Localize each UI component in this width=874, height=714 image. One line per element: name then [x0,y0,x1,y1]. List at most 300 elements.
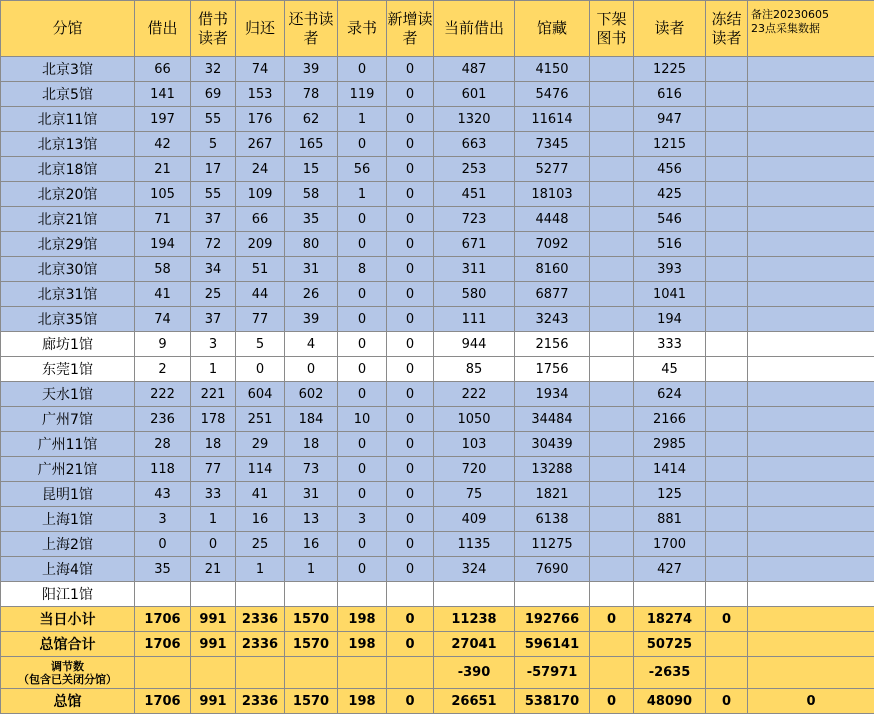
data-cell[interactable]: 18 [191,432,236,457]
data-cell[interactable] [748,332,874,357]
data-cell[interactable] [590,157,634,182]
data-cell[interactable]: 427 [634,557,706,582]
data-cell[interactable]: 0 [338,307,387,332]
summary-cell[interactable]: 0 [387,689,434,714]
summary-cell[interactable] [285,657,338,689]
data-cell[interactable]: 0 [387,457,434,482]
data-cell[interactable] [590,432,634,457]
data-cell[interactable]: 1821 [515,482,590,507]
data-cell[interactable] [590,357,634,382]
data-cell[interactable] [590,107,634,132]
data-cell[interactable]: 111 [434,307,515,332]
header-frozen-readers[interactable]: 冻结读者 [706,1,748,57]
data-cell[interactable]: 221 [191,382,236,407]
summary-cell[interactable]: 1706 [135,632,191,657]
summary-cell[interactable]: 2336 [236,689,285,714]
data-cell[interactable]: 0 [338,382,387,407]
summary-cell[interactable] [706,657,748,689]
data-cell[interactable] [706,532,748,557]
data-cell[interactable] [748,582,874,607]
data-cell[interactable] [706,332,748,357]
data-cell[interactable]: 2166 [634,407,706,432]
data-cell[interactable]: 71 [135,207,191,232]
data-cell[interactable]: 881 [634,507,706,532]
data-cell[interactable]: 176 [236,107,285,132]
data-cell[interactable]: 18103 [515,182,590,207]
data-cell[interactable]: 0 [387,207,434,232]
data-cell[interactable]: 0 [387,282,434,307]
data-cell[interactable]: 425 [634,182,706,207]
data-cell[interactable]: 125 [634,482,706,507]
summary-cell[interactable] [748,657,874,689]
data-cell[interactable]: 4448 [515,207,590,232]
data-cell[interactable] [590,382,634,407]
data-cell[interactable] [748,432,874,457]
data-cell[interactable] [590,407,634,432]
branch-name-cell[interactable]: 广州21馆 [1,457,135,482]
summary-cell[interactable]: 596141 [515,632,590,657]
data-cell[interactable]: 2985 [634,432,706,457]
data-cell[interactable] [590,507,634,532]
data-cell[interactable]: 32 [191,57,236,82]
summary-cell[interactable]: 0 [706,607,748,632]
data-cell[interactable]: 77 [236,307,285,332]
branch-name-cell[interactable]: 北京31馆 [1,282,135,307]
data-cell[interactable]: 0 [135,532,191,557]
data-cell[interactable]: 1700 [634,532,706,557]
data-cell[interactable]: 72 [191,232,236,257]
data-cell[interactable] [285,582,338,607]
data-cell[interactable]: 324 [434,557,515,582]
data-cell[interactable]: 0 [387,107,434,132]
data-cell[interactable] [590,82,634,107]
data-cell[interactable] [706,207,748,232]
data-cell[interactable]: 1934 [515,382,590,407]
data-cell[interactable]: 6138 [515,507,590,532]
data-cell[interactable]: 4 [285,332,338,357]
data-cell[interactable]: 34 [191,257,236,282]
branch-name-cell[interactable]: 天水1馆 [1,382,135,407]
summary-cell[interactable]: 0 [706,689,748,714]
data-cell[interactable]: 0 [387,557,434,582]
data-cell[interactable]: 451 [434,182,515,207]
data-cell[interactable] [748,232,874,257]
data-cell[interactable]: 85 [434,357,515,382]
data-cell[interactable]: 0 [338,132,387,157]
data-cell[interactable]: 1225 [634,57,706,82]
data-cell[interactable]: 333 [634,332,706,357]
branch-name-cell[interactable]: 上海2馆 [1,532,135,557]
data-cell[interactable] [748,182,874,207]
data-cell[interactable]: 13 [285,507,338,532]
summary-cell[interactable]: 198 [338,607,387,632]
data-cell[interactable] [748,207,874,232]
branch-name-cell[interactable]: 北京18馆 [1,157,135,182]
data-cell[interactable]: 66 [236,207,285,232]
data-cell[interactable]: 947 [634,107,706,132]
data-cell[interactable]: 55 [191,182,236,207]
data-cell[interactable]: 34484 [515,407,590,432]
data-cell[interactable]: 18 [285,432,338,457]
data-cell[interactable] [434,582,515,607]
data-cell[interactable]: 409 [434,507,515,532]
data-cell[interactable]: 74 [236,57,285,82]
summary-cell[interactable] [590,632,634,657]
branch-name-cell[interactable]: 东莞1馆 [1,357,135,382]
data-cell[interactable]: 0 [338,457,387,482]
data-cell[interactable]: 251 [236,407,285,432]
data-cell[interactable]: 153 [236,82,285,107]
data-cell[interactable] [706,232,748,257]
data-cell[interactable] [706,357,748,382]
data-cell[interactable]: 10 [338,407,387,432]
data-cell[interactable]: 30439 [515,432,590,457]
data-cell[interactable]: 0 [285,357,338,382]
branch-name-cell[interactable]: 北京21馆 [1,207,135,232]
data-cell[interactable] [748,407,874,432]
data-cell[interactable]: 43 [135,482,191,507]
data-cell[interactable]: 0 [338,482,387,507]
data-cell[interactable]: 222 [434,382,515,407]
data-cell[interactable]: 0 [387,157,434,182]
data-cell[interactable]: 0 [191,532,236,557]
data-cell[interactable] [706,507,748,532]
data-cell[interactable]: 56 [338,157,387,182]
data-cell[interactable]: 194 [634,307,706,332]
summary-cell[interactable]: 26651 [434,689,515,714]
data-cell[interactable]: 0 [338,57,387,82]
data-cell[interactable]: 671 [434,232,515,257]
summary-cell[interactable]: 538170 [515,689,590,714]
data-cell[interactable]: 0 [387,507,434,532]
header-removed-books[interactable]: 下架图书 [590,1,634,57]
data-cell[interactable]: 9 [135,332,191,357]
data-cell[interactable]: 616 [634,82,706,107]
data-cell[interactable]: 31 [285,482,338,507]
branch-name-cell[interactable]: 北京35馆 [1,307,135,332]
data-cell[interactable] [748,357,874,382]
data-cell[interactable] [706,557,748,582]
data-cell[interactable]: 29 [236,432,285,457]
data-cell[interactable]: 1414 [634,457,706,482]
data-cell[interactable]: 31 [285,257,338,282]
data-cell[interactable]: 602 [285,382,338,407]
data-cell[interactable]: 663 [434,132,515,157]
data-cell[interactable] [706,307,748,332]
data-cell[interactable]: 604 [236,382,285,407]
summary-cell[interactable]: 0 [590,607,634,632]
data-cell[interactable]: 0 [338,332,387,357]
data-cell[interactable] [515,582,590,607]
data-cell[interactable] [338,582,387,607]
data-cell[interactable]: 0 [387,382,434,407]
data-cell[interactable] [748,307,874,332]
data-cell[interactable]: 103 [434,432,515,457]
branch-name-cell[interactable]: 上海4馆 [1,557,135,582]
data-cell[interactable]: 1050 [434,407,515,432]
summary-cell[interactable]: 991 [191,607,236,632]
data-cell[interactable]: 0 [236,357,285,382]
data-cell[interactable] [590,482,634,507]
summary-cell[interactable]: 2336 [236,607,285,632]
data-cell[interactable] [590,257,634,282]
data-cell[interactable]: 1215 [634,132,706,157]
summary-label-cell[interactable]: 总馆 [1,689,135,714]
summary-label-cell[interactable]: 当日小计 [1,607,135,632]
data-cell[interactable]: 6877 [515,282,590,307]
summary-cell[interactable]: 0 [590,689,634,714]
data-cell[interactable]: 1320 [434,107,515,132]
data-cell[interactable]: 5277 [515,157,590,182]
data-cell[interactable]: 0 [387,182,434,207]
header-catalog[interactable]: 录书 [338,1,387,57]
data-cell[interactable]: 35 [135,557,191,582]
summary-cell[interactable]: 1570 [285,632,338,657]
data-cell[interactable] [748,132,874,157]
summary-cell[interactable] [748,607,874,632]
data-cell[interactable]: 624 [634,382,706,407]
header-new-readers[interactable]: 新增读者 [387,1,434,57]
data-cell[interactable]: 311 [434,257,515,282]
data-cell[interactable]: 44 [236,282,285,307]
data-cell[interactable] [748,482,874,507]
data-cell[interactable]: 62 [285,107,338,132]
data-cell[interactable] [748,507,874,532]
data-cell[interactable]: 28 [135,432,191,457]
branch-name-cell[interactable]: 昆明1馆 [1,482,135,507]
data-cell[interactable]: 25 [236,532,285,557]
data-cell[interactable]: 45 [634,357,706,382]
data-cell[interactable]: 16 [236,507,285,532]
header-return-readers[interactable]: 还书读者 [285,1,338,57]
data-cell[interactable]: 39 [285,307,338,332]
summary-label-cell[interactable]: 调节数 （包含已关闭分馆） [1,657,135,689]
summary-cell[interactable]: 1706 [135,607,191,632]
data-cell[interactable]: 0 [338,232,387,257]
data-cell[interactable]: 3 [338,507,387,532]
data-cell[interactable]: 58 [135,257,191,282]
data-cell[interactable] [748,532,874,557]
data-cell[interactable]: 33 [191,482,236,507]
data-cell[interactable] [748,57,874,82]
branch-name-cell[interactable]: 北京5馆 [1,82,135,107]
data-cell[interactable]: 0 [387,432,434,457]
data-cell[interactable]: 487 [434,57,515,82]
data-cell[interactable]: 1 [191,357,236,382]
data-cell[interactable]: 58 [285,182,338,207]
data-cell[interactable] [706,482,748,507]
data-cell[interactable]: 178 [191,407,236,432]
data-cell[interactable] [590,582,634,607]
data-cell[interactable] [748,82,874,107]
header-borrow[interactable]: 借出 [135,1,191,57]
summary-cell[interactable]: 27041 [434,632,515,657]
data-cell[interactable] [590,232,634,257]
data-cell[interactable] [706,107,748,132]
data-cell[interactable]: 25 [191,282,236,307]
data-cell[interactable] [590,557,634,582]
summary-cell[interactable]: 0 [387,632,434,657]
summary-cell[interactable]: 48090 [634,689,706,714]
data-cell[interactable] [706,382,748,407]
header-branch[interactable]: 分馆 [1,1,135,57]
data-cell[interactable] [748,382,874,407]
data-cell[interactable] [590,207,634,232]
header-return[interactable]: 归还 [236,1,285,57]
branch-name-cell[interactable]: 北京13馆 [1,132,135,157]
data-cell[interactable]: 197 [135,107,191,132]
data-cell[interactable]: 37 [191,207,236,232]
data-cell[interactable]: 5476 [515,82,590,107]
data-cell[interactable]: 74 [135,307,191,332]
data-cell[interactable]: 119 [338,82,387,107]
summary-cell[interactable] [590,657,634,689]
data-cell[interactable]: 109 [236,182,285,207]
data-cell[interactable] [706,132,748,157]
data-cell[interactable]: 37 [191,307,236,332]
data-cell[interactable]: 73 [285,457,338,482]
data-cell[interactable]: 236 [135,407,191,432]
summary-cell[interactable] [387,657,434,689]
data-cell[interactable]: 0 [338,557,387,582]
data-cell[interactable] [706,182,748,207]
data-cell[interactable]: 0 [338,207,387,232]
data-cell[interactable]: 0 [387,482,434,507]
branch-name-cell[interactable]: 北京20馆 [1,182,135,207]
data-cell[interactable]: 69 [191,82,236,107]
data-cell[interactable]: 77 [191,457,236,482]
summary-cell[interactable] [706,632,748,657]
data-cell[interactable]: 0 [387,257,434,282]
branch-name-cell[interactable]: 阳江1馆 [1,582,135,607]
data-cell[interactable] [748,557,874,582]
data-cell[interactable] [590,457,634,482]
data-cell[interactable]: 253 [434,157,515,182]
data-cell[interactable] [748,107,874,132]
branch-name-cell[interactable]: 北京3馆 [1,57,135,82]
summary-cell[interactable]: 50725 [634,632,706,657]
header-readers[interactable]: 读者 [634,1,706,57]
summary-cell[interactable]: 991 [191,689,236,714]
data-cell[interactable] [748,157,874,182]
data-cell[interactable]: 15 [285,157,338,182]
data-cell[interactable]: 2 [135,357,191,382]
data-cell[interactable]: 24 [236,157,285,182]
data-cell[interactable]: 26 [285,282,338,307]
data-cell[interactable] [706,407,748,432]
summary-cell[interactable] [748,632,874,657]
summary-cell[interactable]: 2336 [236,632,285,657]
data-cell[interactable]: 7092 [515,232,590,257]
data-cell[interactable]: 2156 [515,332,590,357]
data-cell[interactable]: 0 [387,532,434,557]
data-cell[interactable]: 13288 [515,457,590,482]
data-cell[interactable]: 41 [236,482,285,507]
data-cell[interactable]: 1 [285,557,338,582]
data-cell[interactable] [706,282,748,307]
summary-cell[interactable] [236,657,285,689]
data-cell[interactable]: 75 [434,482,515,507]
data-cell[interactable]: 5 [191,132,236,157]
data-cell[interactable] [706,257,748,282]
data-cell[interactable]: 0 [387,57,434,82]
data-cell[interactable]: 393 [634,257,706,282]
header-note[interactable] [748,1,874,57]
data-cell[interactable]: 944 [434,332,515,357]
data-cell[interactable] [387,582,434,607]
summary-cell[interactable]: -390 [434,657,515,689]
data-cell[interactable]: 601 [434,82,515,107]
data-cell[interactable]: 0 [338,532,387,557]
data-cell[interactable]: 4150 [515,57,590,82]
data-cell[interactable]: 8 [338,257,387,282]
summary-cell[interactable]: 1706 [135,689,191,714]
branch-name-cell[interactable]: 广州7馆 [1,407,135,432]
data-cell[interactable] [706,457,748,482]
data-cell[interactable]: 1041 [634,282,706,307]
data-cell[interactable]: 222 [135,382,191,407]
data-cell[interactable] [135,582,191,607]
data-cell[interactable]: 11275 [515,532,590,557]
summary-cell[interactable]: 0 [748,689,874,714]
data-cell[interactable] [236,582,285,607]
data-cell[interactable] [748,282,874,307]
data-cell[interactable]: 3 [135,507,191,532]
data-cell[interactable]: 5 [236,332,285,357]
data-cell[interactable] [590,132,634,157]
data-cell[interactable] [191,582,236,607]
branch-name-cell[interactable]: 北京30馆 [1,257,135,282]
data-cell[interactable]: 66 [135,57,191,82]
summary-cell[interactable]: -57971 [515,657,590,689]
summary-cell[interactable]: 1570 [285,607,338,632]
data-cell[interactable]: 1135 [434,532,515,557]
data-cell[interactable]: 267 [236,132,285,157]
summary-cell[interactable]: 192766 [515,607,590,632]
data-cell[interactable] [706,582,748,607]
data-cell[interactable]: 720 [434,457,515,482]
summary-cell[interactable]: 198 [338,689,387,714]
data-cell[interactable]: 209 [236,232,285,257]
branch-name-cell[interactable]: 北京29馆 [1,232,135,257]
data-cell[interactable]: 8160 [515,257,590,282]
summary-cell[interactable]: 11238 [434,607,515,632]
data-cell[interactable]: 55 [191,107,236,132]
data-cell[interactable]: 0 [387,332,434,357]
data-cell[interactable]: 0 [387,232,434,257]
summary-cell[interactable] [191,657,236,689]
header-borrow-readers[interactable]: 借书读者 [191,1,236,57]
data-cell[interactable] [706,82,748,107]
summary-cell[interactable] [338,657,387,689]
data-cell[interactable]: 546 [634,207,706,232]
header-current-borrowed[interactable]: 当前借出 [434,1,515,57]
data-cell[interactable]: 1 [236,557,285,582]
data-cell[interactable]: 39 [285,57,338,82]
data-cell[interactable]: 51 [236,257,285,282]
data-cell[interactable] [590,182,634,207]
branch-name-cell[interactable]: 北京11馆 [1,107,135,132]
data-cell[interactable]: 17 [191,157,236,182]
data-cell[interactable]: 78 [285,82,338,107]
summary-label-cell[interactable]: 总馆合计 [1,632,135,657]
summary-cell[interactable]: -2635 [634,657,706,689]
data-cell[interactable] [748,257,874,282]
data-cell[interactable]: 194 [135,232,191,257]
summary-cell[interactable]: 198 [338,632,387,657]
data-cell[interactable]: 723 [434,207,515,232]
branch-name-cell[interactable]: 廊坊1馆 [1,332,135,357]
